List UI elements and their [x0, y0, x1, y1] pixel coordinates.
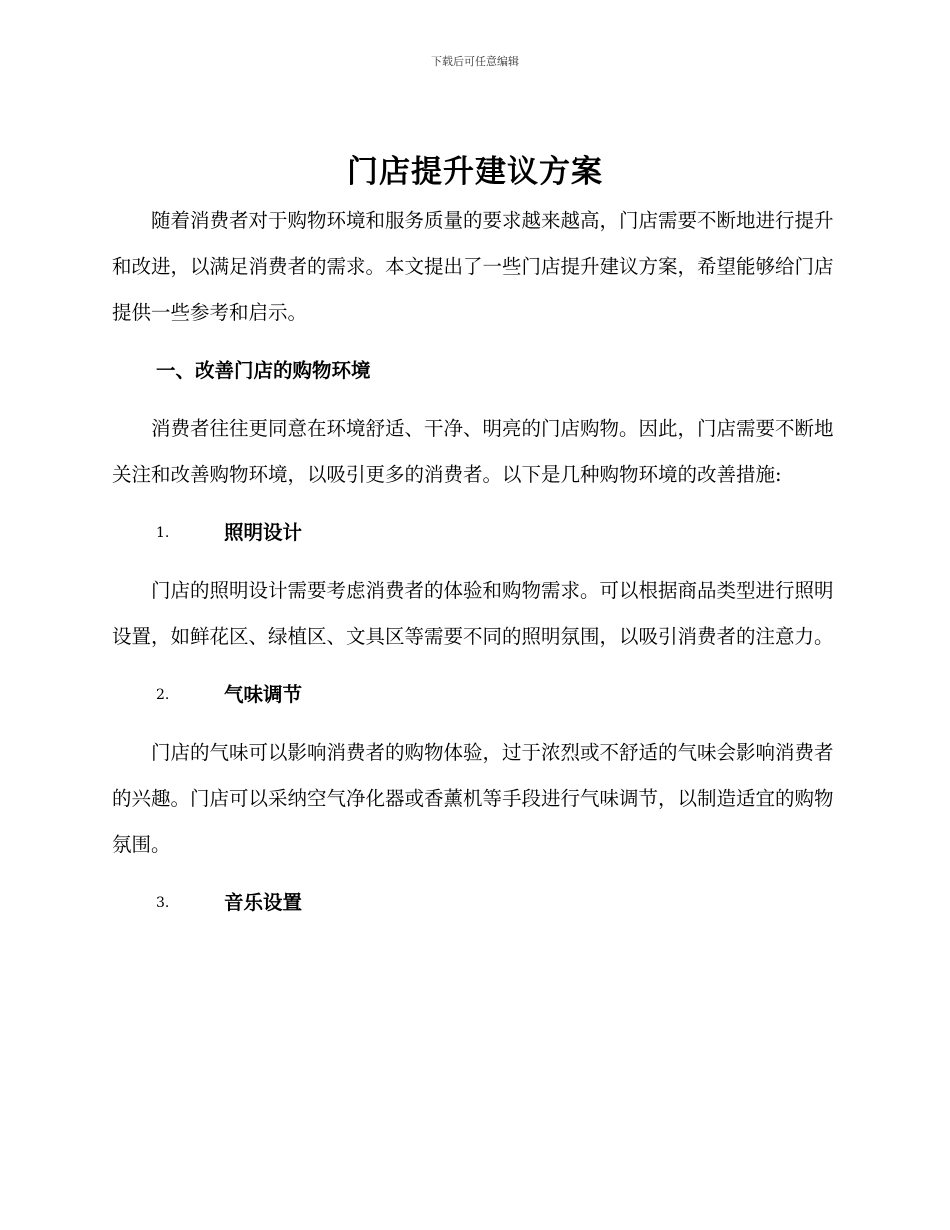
item-heading-2 [112, 672, 834, 718]
section1-paragraph: 消费者往往更同意在环境舒适、干净、明亮的门店购物。因此，门店需要不断地关注和改善购物环境，以吸引更多的消费者。以下是几种购物环境的改善措施: [112, 417, 834, 486]
document-title: 门店提升建议方案 [347, 154, 603, 190]
item-number: 1. [156, 525, 170, 541]
item-title: 照明设计 [224, 521, 303, 544]
intro-paragraph: 随着消费者对于购物环境和服务质量的要求越来越高，门店需要不断地进行提升和改进，以满足消费者的需求。本文提出了一些门店提升建议方案，希望能够给门店提供一些参考和启示。 [112, 209, 834, 324]
item-title: 气味调节 [224, 683, 303, 706]
item-number: 3. [156, 895, 170, 911]
header-note: 下载后可任意编辑 [431, 55, 519, 68]
item1-paragraph: 门店的照明设计需要考虑消费者的体验和购物需求。可以根据商品类型进行照明设置，如鲜花区、绿植区、文具区等需要不同的照明氛围，以吸引消费者的注意力。 [112, 579, 834, 648]
item-heading-1 [112, 510, 834, 556]
item-number: 2. [156, 687, 170, 703]
item2-paragraph: 门店的气味可以影响消费者的购物体验，过于浓烈或不舒适的气味会影响消费者的兴趣。门店可以采纳空气净化器或香薰机等手段进行气味调节，以制造适宜的购物氛围。 [112, 741, 834, 856]
section-heading-1: 一、改善门店的购物环境 [156, 359, 371, 382]
item-heading-3 [112, 880, 834, 926]
document-body [112, 198, 834, 926]
item-title: 音乐设置 [224, 891, 303, 914]
